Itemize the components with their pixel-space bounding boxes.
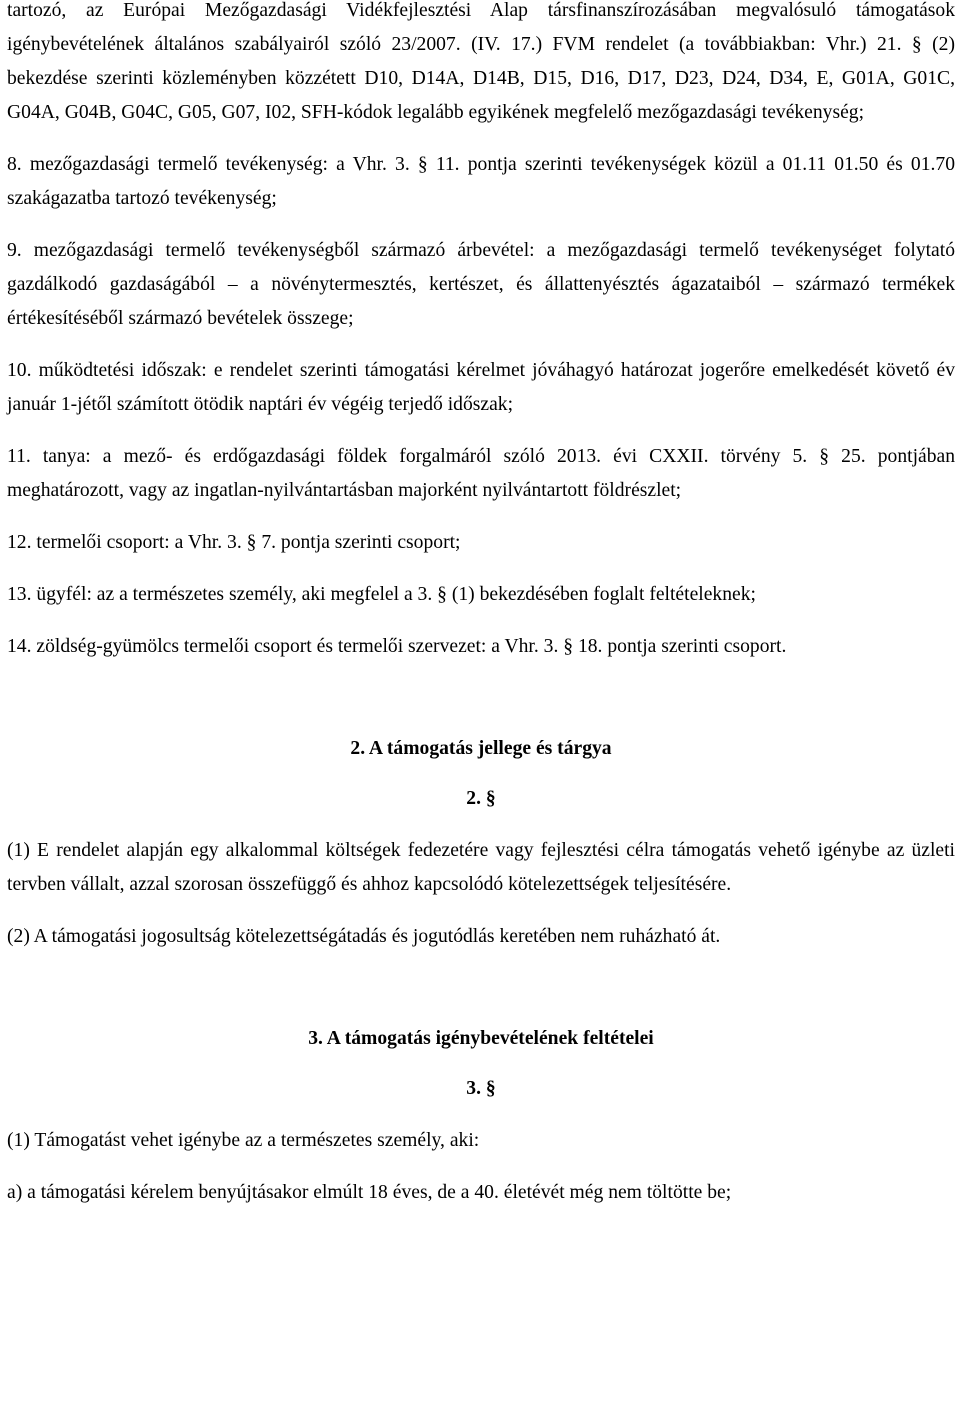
section-2-paragraph-mark: 2. § [466,788,496,809]
definition-14: 14. zöldség-gyümölcs termelői csoport és termelői szervezet: a Vhr. 3. § 18. pontja szerinti csoport. [7,636,787,657]
definition-11: 11. tanya: a mező- és erdőgazdasági földek forgalmáról szóló 2013. évi CXXII. törvény 5. § 25. pontjában meghatározott, vagy az ingatlan-nyilvántartásban majorként nyilvántartott földrészlet; [7,446,955,501]
definition-8: 8. mezőgazdasági termelő tevékenység: a Vhr. 3. § 11. pontja szerinti tevékenységek közül a 01.11 01.50 és 01.70 szakágazatba tartozó tevékenység; [7,154,955,209]
definition-10: 10. működtetési időszak: e rendelet szerinti támogatási kérelmet jóváhagyó határozat jogerőre emelkedését követő év január 1-jétől számított ötödik naptári év végéig terjedő időszak; [7,360,955,415]
definition-12: 12. termelői csoport: a Vhr. 3. § 7. pontja szerinti csoport; [7,532,461,553]
section-2-paragraph-1: (1) E rendelet alapján egy alkalommal költségek fedezetére vagy fejlesztési célra támogatás vehető igénybe az üzleti tervben vállalt, azzal szorosan összefüggő és ahhoz kapcsolódó kötelezettségek teljesítésére. [7,840,955,895]
section-2-title: 2. A támogatás jellege és tárgya [350,738,612,759]
section-2-paragraph-2: (2) A támogatási jogosultság kötelezettségátadás és jogutódlás keretében nem ruházható át. [7,926,721,947]
document-page [7,0,955,1210]
definition-13: 13. ügyfél: az a természetes személy, aki megfelel a 3. § (1) bekezdésében foglalt feltételeknek; [7,584,756,605]
definition-9: 9. mezőgazdasági termelő tevékenységből származó árbevétel: a mezőgazdasági termelő tevékenységet folytató gazdálkodó gazdaságából – a növénytermesztés, kertészet, és állattenyésztés ágazataiból – származó termékek értékesítéséből származó bevételek összege; [7,240,955,329]
section-3-paragraph-1: (1) Támogatást vehet igénybe az a természetes személy, aki: [7,1130,480,1151]
section-3-paragraph-mark: 3. § [466,1078,496,1099]
section-3-paragraph-2: a) a támogatási kérelem benyújtásakor elmúlt 18 éves, de a 40. életévét még nem töltötte be; [7,1182,732,1203]
section-3-title: 3. A támogatás igénybevételének feltételei [308,1028,654,1049]
definition-7-continuation: tartozó, az Európai Mezőgazdasági Vidékfejlesztési Alap társfinanszírozásában megvalósuló támogatások igénybevételének általános szabályairól szóló 23/2007. (IV. 17.) FVM rendelet (a továbbiakban: Vhr.) 21. § (2) bekezdése szerinti közleményben közzétett D10, D14A, D14B, D15, D16, D17, D23, D24, D34, E, G01A, G01C, G04A, G04B, G04C, G05, G07, I02, SFH-kódok legalább egyikének megfelelő mezőgazdasági tevékenység; [7,0,955,123]
